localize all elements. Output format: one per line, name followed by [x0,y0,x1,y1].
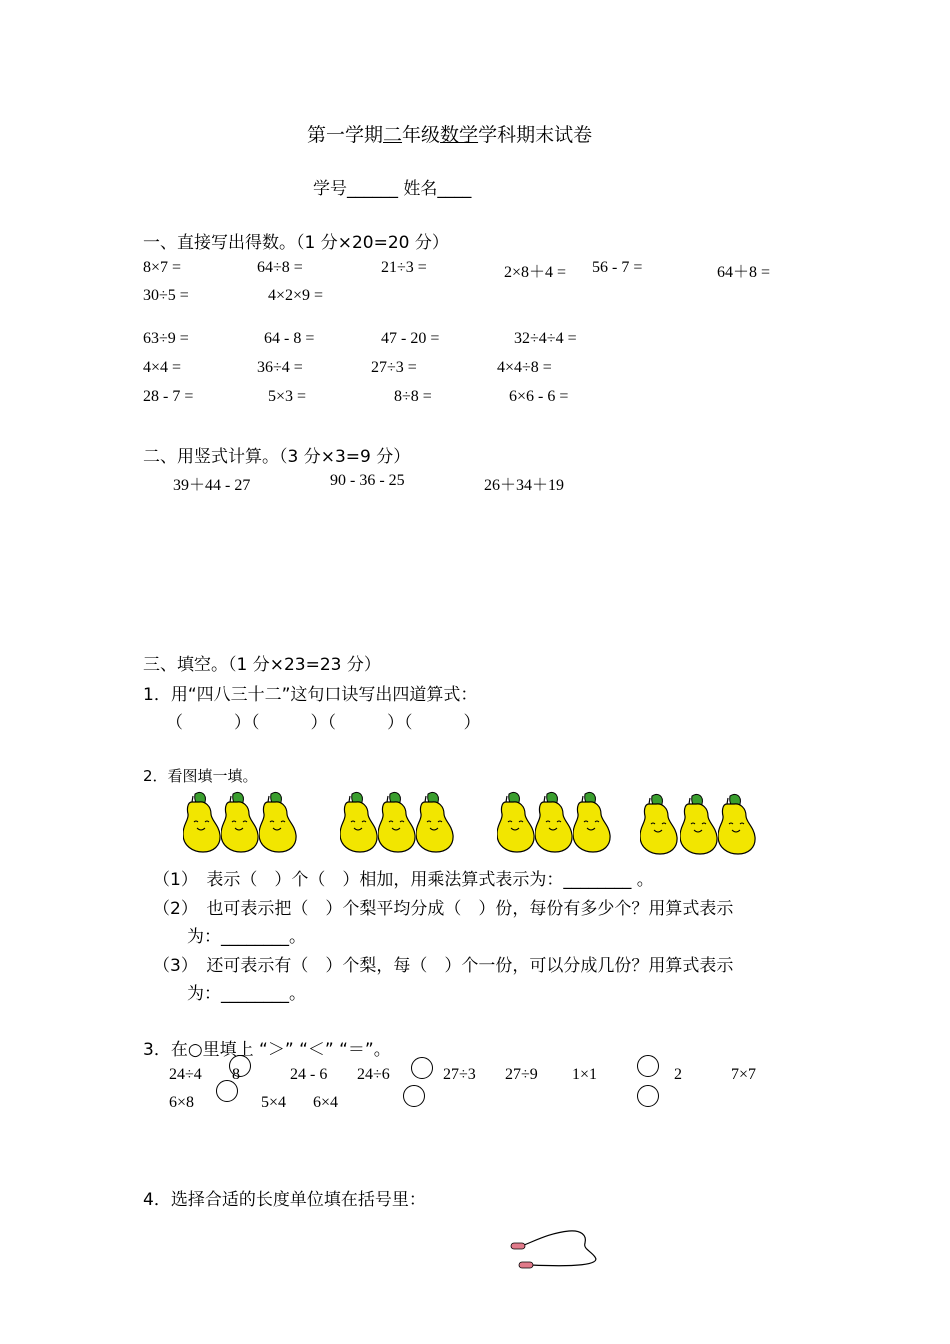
calc-item: 6×6 - 6 = [509,388,569,405]
compare-item: 6×4 [313,1094,339,1111]
section2-heading: 二、用竖式计算。（3 分×3=9 分） [143,447,411,467]
student-info-line: 学号______ 姓名____ [313,179,472,199]
compare-item: 8 [232,1066,240,1083]
calc-item: 21÷3 = [381,259,427,276]
pear-icon [416,790,456,856]
compare-circle[interactable] [411,1057,433,1079]
calc-item: 32÷4÷4 = [514,330,577,347]
calc-item: 8÷8 = [394,388,432,405]
pear-icon [259,790,299,856]
question-1: 1．用“四八三十二”这句口诀写出四道算式： [143,685,478,705]
calc-item: 64 - 8 = [264,330,315,347]
pear-icon [378,790,418,856]
calc-item: 5×3 = [268,388,307,405]
pear-icon [680,792,720,858]
compare-item: 1×1 [572,1066,598,1083]
calc-item: 2×8＋4 = [504,264,567,281]
compare-item: 27÷3 [443,1066,476,1083]
section1-heading: 一、直接写出得数。（1 分×20=20 分） [143,233,449,253]
calc-item: 4×4 = [143,359,182,376]
compare-item: 24 - 6 [290,1066,328,1083]
question-2-line: 为：________。 [153,984,306,1004]
title-part: 第一学期 [307,124,384,146]
question-2-line: 为：________。 [153,927,306,947]
compare-item: 6×8 [169,1094,195,1111]
compare-circle[interactable] [216,1080,238,1102]
compare-circle[interactable] [403,1085,425,1107]
question-2: 2．看图填一填。 [143,767,258,785]
pear-icon [640,792,680,858]
calc-item: 47 - 20 = [381,330,440,347]
calc-item: 64＋8 = [717,264,771,281]
question-2-line: （3） 还可表示有（ ）个梨，每（ ）个一份，可以分成几份？用算式表示 [153,956,734,976]
pear-icon [718,792,758,858]
pear-icon [535,790,575,856]
calc-item: 36÷4 = [257,359,303,376]
title-grade: 二 [383,124,403,146]
compare-item: 5×4 [261,1094,287,1111]
question-4: 4．选择合适的长度单位填在括号里： [143,1190,426,1210]
page-title [307,120,592,147]
calc-item: 63÷9 = [143,330,189,347]
compare-item: 2 [674,1066,682,1083]
vertical-calc-item: 26＋34＋19 [484,477,565,494]
question-2-line: （1） 表示（ ）个（ ）相加，用乘法算式表示为：________ 。 [153,870,654,890]
question-3: 3．在○里填上 “＞” “＜” “＝”。 [143,1040,391,1060]
compare-item: 24÷6 [357,1066,390,1083]
pear-icon [497,790,537,856]
pear-icon [183,790,223,856]
vertical-calc-item: 90 - 36 - 25 [330,472,405,489]
calc-item: 8×7 = [143,259,182,276]
answer-blanks: （ ）（ ）（ ）（ ） [166,713,481,733]
pear-icon [221,790,261,856]
compare-circle[interactable] [637,1085,659,1107]
compare-item: 7×7 [731,1066,757,1083]
title-subject: 数学 [440,124,479,146]
calc-item: 30÷5 = [143,287,189,304]
section3-heading: 三、填空。（1 分×23=23 分） [143,655,381,675]
compare-item: 24÷4 [169,1066,202,1083]
calc-item: 28 - 7 = [143,388,194,405]
title-part: 年级 [402,124,441,146]
question-2-line: （2） 也可表示把（ ）个梨平均分成（ ）份，每份有多少个？用算式表示 [153,899,734,919]
calc-item: 56 - 7 = [592,259,643,276]
pear-icon [340,790,380,856]
title-part: 学科期末试卷 [478,124,593,146]
pear-icon [573,790,613,856]
jump-rope-icon [505,1227,605,1273]
calc-item: 27÷3 = [371,359,417,376]
calc-item: 4×4÷8 = [497,359,552,376]
compare-circle[interactable] [229,1055,251,1077]
calc-item: 64÷8 = [257,259,303,276]
compare-circle[interactable] [637,1055,659,1077]
calc-item: 4×2×9 = [268,287,324,304]
compare-item: 27÷9 [505,1066,538,1083]
vertical-calc-item: 39＋44 - 27 [173,477,251,494]
